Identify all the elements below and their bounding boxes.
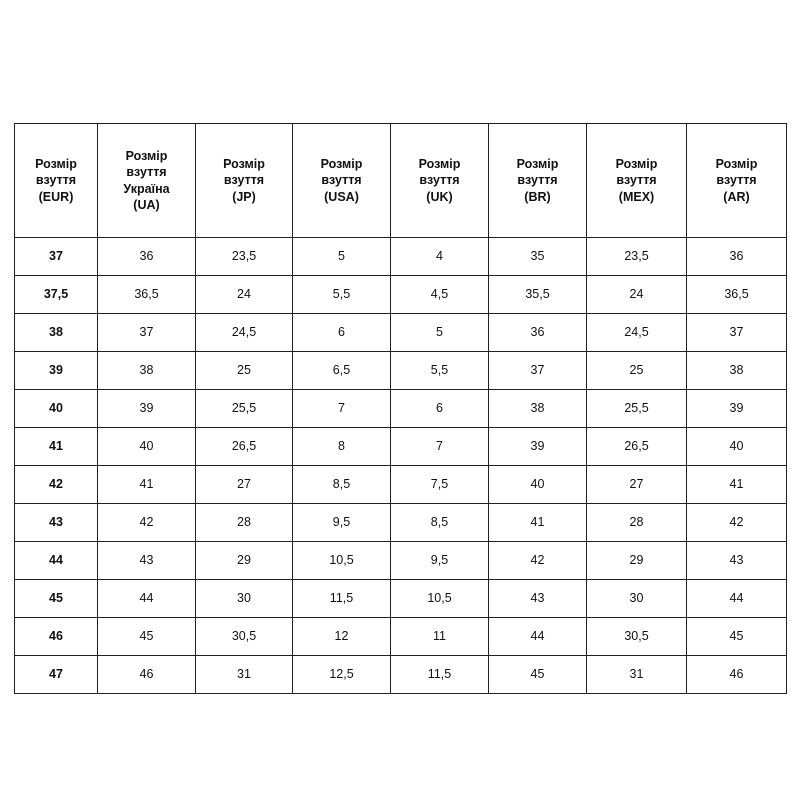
cell-ar: 39 — [687, 390, 787, 428]
cell-mex: 30,5 — [587, 618, 687, 656]
cell-jp: 27 — [196, 466, 293, 504]
cell-ar: 45 — [687, 618, 787, 656]
header-line: взуття — [419, 173, 460, 188]
cell-mex: 26,5 — [587, 428, 687, 466]
cell-ua: 37 — [98, 314, 196, 352]
header-line: Україна — [123, 181, 170, 196]
cell-jp: 25 — [196, 352, 293, 390]
column-header-jp — [196, 124, 293, 238]
cell-jp: 25,5 — [196, 390, 293, 428]
size-chart-container — [14, 123, 786, 694]
table-row — [15, 352, 787, 390]
cell-br: 38 — [489, 390, 587, 428]
column-header-br — [489, 124, 587, 238]
header-line: (MEX) — [618, 189, 655, 204]
cell-jp: 28 — [196, 504, 293, 542]
table-body — [15, 238, 787, 694]
cell-ua: 46 — [98, 656, 196, 694]
table-row — [15, 466, 787, 504]
header-line: (USA) — [324, 189, 359, 204]
cell-uk: 11,5 — [391, 656, 489, 694]
header-line: Розмір — [418, 157, 461, 172]
table-row — [15, 276, 787, 314]
cell-uk: 6 — [391, 390, 489, 428]
cell-usa: 6,5 — [293, 352, 391, 390]
cell-ar: 38 — [687, 352, 787, 390]
cell-ar: 36,5 — [687, 276, 787, 314]
column-header-uk — [391, 124, 489, 238]
header-line: взуття — [321, 173, 362, 188]
column-header-usa — [293, 124, 391, 238]
cell-ar: 43 — [687, 542, 787, 580]
cell-mex: 24,5 — [587, 314, 687, 352]
cell-jp: 31 — [196, 656, 293, 694]
cell-mex: 24 — [587, 276, 687, 314]
cell-uk: 4,5 — [391, 276, 489, 314]
column-header-eur — [15, 124, 98, 238]
cell-usa: 12 — [293, 618, 391, 656]
cell-uk: 5,5 — [391, 352, 489, 390]
cell-br: 42 — [489, 542, 587, 580]
cell-ua: 40 — [98, 428, 196, 466]
cell-mex: 30 — [587, 580, 687, 618]
header-line: взуття — [616, 173, 657, 188]
cell-br: 37 — [489, 352, 587, 390]
cell-jp: 24,5 — [196, 314, 293, 352]
cell-ua: 42 — [98, 504, 196, 542]
cell-usa: 7 — [293, 390, 391, 428]
cell-usa: 11,5 — [293, 580, 391, 618]
table-row — [15, 618, 787, 656]
shoe-size-table — [14, 123, 787, 694]
column-header-mex — [587, 124, 687, 238]
cell-ua: 38 — [98, 352, 196, 390]
header-line: Розмір — [715, 157, 758, 172]
header-line: взуття — [716, 173, 757, 188]
cell-usa: 10,5 — [293, 542, 391, 580]
table-row — [15, 504, 787, 542]
header-line: Розмір — [320, 157, 363, 172]
cell-usa: 9,5 — [293, 504, 391, 542]
cell-jp: 23,5 — [196, 238, 293, 276]
header-line: Розмір — [615, 157, 658, 172]
cell-eur: 44 — [15, 542, 98, 580]
cell-br: 41 — [489, 504, 587, 542]
cell-mex: 27 — [587, 466, 687, 504]
header-line: Розмір — [125, 149, 168, 163]
cell-eur: 40 — [15, 390, 98, 428]
header-row — [15, 124, 787, 238]
cell-ua: 39 — [98, 390, 196, 428]
table-row — [15, 390, 787, 428]
cell-uk: 7,5 — [391, 466, 489, 504]
cell-ua: 44 — [98, 580, 196, 618]
cell-ua: 36 — [98, 238, 196, 276]
cell-uk: 4 — [391, 238, 489, 276]
cell-ua: 43 — [98, 542, 196, 580]
cell-ar: 37 — [687, 314, 787, 352]
header-line: (AR) — [723, 189, 750, 204]
header-line: Розмір — [35, 157, 77, 172]
cell-br: 36 — [489, 314, 587, 352]
table-row — [15, 542, 787, 580]
cell-mex: 25 — [587, 352, 687, 390]
header-line: (JP) — [232, 189, 256, 204]
header-line: Розмір — [223, 157, 265, 172]
header-line: (BR) — [524, 189, 551, 204]
cell-jp: 30 — [196, 580, 293, 618]
header-line: взуття — [223, 173, 265, 188]
cell-eur: 38 — [15, 314, 98, 352]
cell-jp: 30,5 — [196, 618, 293, 656]
cell-usa: 8 — [293, 428, 391, 466]
cell-uk: 10,5 — [391, 580, 489, 618]
header-line: (UA) — [133, 197, 160, 212]
cell-ar: 44 — [687, 580, 787, 618]
cell-jp: 26,5 — [196, 428, 293, 466]
cell-eur: 47 — [15, 656, 98, 694]
cell-ua: 36,5 — [98, 276, 196, 314]
cell-ar: 46 — [687, 656, 787, 694]
cell-uk: 5 — [391, 314, 489, 352]
header-line: взуття — [126, 165, 167, 180]
cell-br: 35 — [489, 238, 587, 276]
table-header — [15, 124, 787, 238]
cell-eur: 45 — [15, 580, 98, 618]
cell-mex: 25,5 — [587, 390, 687, 428]
cell-ua: 45 — [98, 618, 196, 656]
cell-ua: 41 — [98, 466, 196, 504]
cell-br: 44 — [489, 618, 587, 656]
cell-br: 43 — [489, 580, 587, 618]
cell-eur: 41 — [15, 428, 98, 466]
cell-jp: 29 — [196, 542, 293, 580]
cell-br: 39 — [489, 428, 587, 466]
header-line: взуття — [517, 173, 558, 188]
header-line: (EUR) — [38, 189, 74, 204]
cell-br: 35,5 — [489, 276, 587, 314]
cell-eur: 37 — [15, 238, 98, 276]
header-line: (UK) — [426, 189, 453, 204]
table-row — [15, 656, 787, 694]
cell-eur: 37,5 — [15, 276, 98, 314]
cell-mex: 31 — [587, 656, 687, 694]
cell-uk: 11 — [391, 618, 489, 656]
cell-uk: 8,5 — [391, 504, 489, 542]
cell-mex: 29 — [587, 542, 687, 580]
column-header-ua — [98, 124, 196, 238]
cell-eur: 42 — [15, 466, 98, 504]
cell-br: 45 — [489, 656, 587, 694]
table-row — [15, 238, 787, 276]
cell-uk: 9,5 — [391, 542, 489, 580]
cell-uk: 7 — [391, 428, 489, 466]
table-row — [15, 580, 787, 618]
column-header-ar — [687, 124, 787, 238]
header-line: Розмір — [516, 157, 559, 172]
cell-eur: 39 — [15, 352, 98, 390]
cell-ar: 36 — [687, 238, 787, 276]
cell-usa: 5 — [293, 238, 391, 276]
cell-ar: 41 — [687, 466, 787, 504]
cell-usa: 5,5 — [293, 276, 391, 314]
cell-ar: 42 — [687, 504, 787, 542]
cell-ar: 40 — [687, 428, 787, 466]
header-line: взуття — [35, 173, 77, 188]
cell-usa: 12,5 — [293, 656, 391, 694]
cell-usa: 6 — [293, 314, 391, 352]
table-row — [15, 428, 787, 466]
cell-eur: 43 — [15, 504, 98, 542]
cell-br: 40 — [489, 466, 587, 504]
cell-mex: 28 — [587, 504, 687, 542]
cell-jp: 24 — [196, 276, 293, 314]
cell-usa: 8,5 — [293, 466, 391, 504]
cell-mex: 23,5 — [587, 238, 687, 276]
table-row — [15, 314, 787, 352]
cell-eur: 46 — [15, 618, 98, 656]
